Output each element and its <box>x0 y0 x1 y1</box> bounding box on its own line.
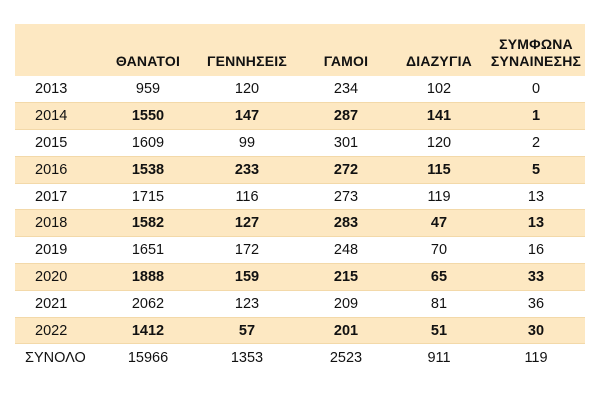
marriages-cell: 248 <box>301 237 391 264</box>
table-row <box>15 290 585 317</box>
marriages-cell: 301 <box>301 130 391 157</box>
partnerships-cell: 0 <box>531 81 541 98</box>
year-cell: 2018 <box>15 210 103 237</box>
births-cell: 233 <box>193 156 301 183</box>
births-cell: 120 <box>234 81 260 98</box>
deaths-cell: 1651 <box>103 237 193 264</box>
divorces-cell: 102 <box>426 81 452 98</box>
table-row <box>15 156 585 183</box>
births-cell: 159 <box>193 264 301 291</box>
table-row <box>15 103 585 130</box>
header-partnerships <box>487 24 585 76</box>
marriages-cell: 209 <box>301 290 391 317</box>
marriages-cell: 287 <box>301 103 391 130</box>
header-partnerships-line1: ΣΥΜΦΩΝΑ <box>499 36 573 52</box>
table-row <box>15 76 585 103</box>
births-cell: 147 <box>193 103 301 130</box>
marriages-cell: 201 <box>301 317 391 344</box>
deaths-cell: 1715 <box>103 183 193 210</box>
year-cell: 2013 <box>35 81 68 98</box>
header-births: ΓΕΝΝΗΣΕΙΣ <box>207 53 287 69</box>
year-cell: 2014 <box>15 103 103 130</box>
year-cell: 2020 <box>15 264 103 291</box>
year-cell: 2021 <box>15 290 103 317</box>
partnerships-cell: 1 <box>487 103 585 130</box>
total-divorces-cell: 911 <box>391 344 487 371</box>
header-divorces: ΔΙΑΖΥΓΙΑ <box>406 53 472 69</box>
divorces-cell: 115 <box>391 156 487 183</box>
marriages-cell: 283 <box>301 210 391 237</box>
partnerships-cell: 13 <box>487 183 585 210</box>
deaths-cell: 1550 <box>103 103 193 130</box>
divorces-cell: 81 <box>391 290 487 317</box>
total-deaths-cell: 15966 <box>103 344 193 371</box>
births-cell: 127 <box>193 210 301 237</box>
divorces-cell: 47 <box>391 210 487 237</box>
header-row <box>15 24 585 76</box>
table-row <box>15 183 585 210</box>
header-year <box>15 24 103 76</box>
year-cell: 2015 <box>15 130 103 157</box>
total-row <box>15 344 585 371</box>
total-marriages-cell: 2523 <box>301 344 391 371</box>
year-cell: 2019 <box>15 237 103 264</box>
year-cell: 2016 <box>15 156 103 183</box>
year-cell: 2022 <box>15 317 103 344</box>
deaths-cell: 959 <box>135 81 161 98</box>
marriages-cell: 215 <box>301 264 391 291</box>
births-cell: 172 <box>193 237 301 264</box>
partnerships-cell: 30 <box>487 317 585 344</box>
deaths-cell: 2062 <box>103 290 193 317</box>
year-cell: 2017 <box>15 183 103 210</box>
header-deaths: ΘΑΝΑΤΟΙ <box>115 53 181 69</box>
vital-statistics-table <box>15 24 585 371</box>
marriages-cell: 273 <box>301 183 391 210</box>
table-row <box>15 237 585 264</box>
divorces-cell: 120 <box>391 130 487 157</box>
divorces-cell: 119 <box>391 183 487 210</box>
partnerships-cell: 5 <box>487 156 585 183</box>
table-row <box>15 317 585 344</box>
deaths-cell: 1888 <box>103 264 193 291</box>
births-cell: 57 <box>193 317 301 344</box>
total-label: ΣΥΝΟΛΟ <box>15 344 103 371</box>
divorces-cell: 70 <box>391 237 487 264</box>
partnerships-cell: 33 <box>487 264 585 291</box>
divorces-cell: 141 <box>391 103 487 130</box>
table-header <box>15 24 585 76</box>
partnerships-cell: 16 <box>487 237 585 264</box>
table-row <box>15 210 585 237</box>
header-marriages: ΓΑΜΟΙ <box>323 53 369 69</box>
table-row <box>15 264 585 291</box>
partnerships-cell: 2 <box>487 130 585 157</box>
total-partnerships-cell: 119 <box>487 344 585 371</box>
births-cell: 116 <box>193 183 301 210</box>
divorces-cell: 51 <box>391 317 487 344</box>
partnerships-cell: 36 <box>487 290 585 317</box>
births-cell: 99 <box>193 130 301 157</box>
births-cell: 123 <box>193 290 301 317</box>
partnerships-cell: 13 <box>487 210 585 237</box>
deaths-cell: 1582 <box>103 210 193 237</box>
table-body <box>15 76 585 371</box>
table-row <box>15 130 585 157</box>
divorces-cell: 65 <box>391 264 487 291</box>
header-partnerships-line2: ΣΥΝΑΙΝΕΣΗΣ <box>490 53 582 69</box>
marriages-cell: 234 <box>333 81 359 98</box>
deaths-cell: 1412 <box>103 317 193 344</box>
marriages-cell: 272 <box>301 156 391 183</box>
deaths-cell: 1538 <box>103 156 193 183</box>
total-births-cell: 1353 <box>193 344 301 371</box>
deaths-cell: 1609 <box>103 130 193 157</box>
